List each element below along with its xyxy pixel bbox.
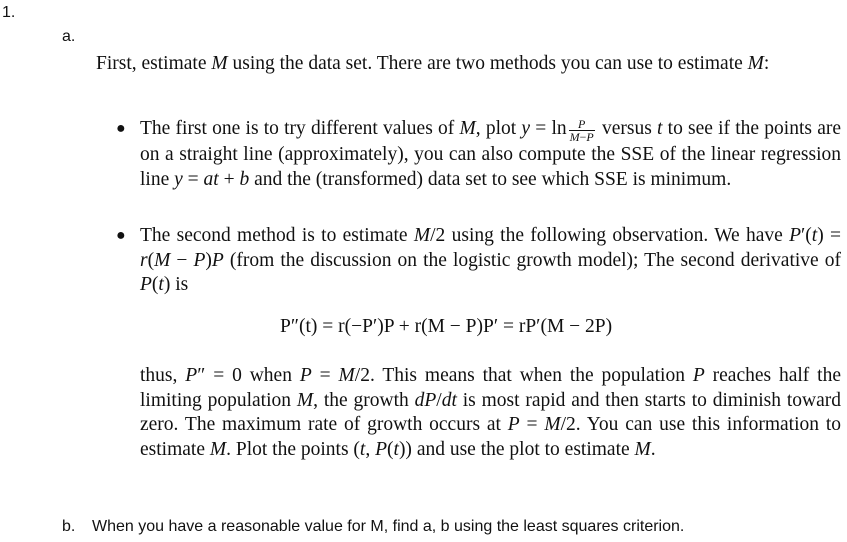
second-derivative-equation: P″(t) = r(−P′)P + r(M − P)P′ = rP′(M − 2P) (280, 316, 613, 337)
part-b-label: b. (62, 518, 76, 535)
bullet-method-one: The first one is to try different values of M, plot y = ln $\frac{P}{M-P}$ versus t to see if the points are on a straight line (approximately), you can also compute the SSE of the linear regression line y = at + b and the (transformed) data set to see which SSE is minimum. (140, 117, 841, 190)
part-a-intro: First, estimate M using the data set. There are two methods you can use to estimate M: (96, 53, 770, 74)
bullet-icon: ● (116, 227, 126, 244)
bullet-method-two: The second method is to estimate M/2 using the following observation. We have P′(t) = r(M − P)P (from the discussion on the logistic growth model); The second derivative of P(t) is (140, 225, 842, 295)
part-a-label: a. (62, 28, 76, 45)
bullet-icon: ● (116, 120, 126, 137)
problem-number: 1. (2, 4, 16, 21)
method-two-explanation: thus, P″ = 0 when P = M/2. This means that when the population P reaches half the limiting population M, the growth dP/dt is most rapid and then starts to diminish toward zero. The maximum rate of growth occurs at P = M/2. You can use this information to estimate M. Plot the points (t, P(t)) and use the plot to estimate M. (140, 365, 842, 460)
part-b-text: When you have a reasonable value for M, find a, b using the least squares criterion. (92, 518, 685, 535)
